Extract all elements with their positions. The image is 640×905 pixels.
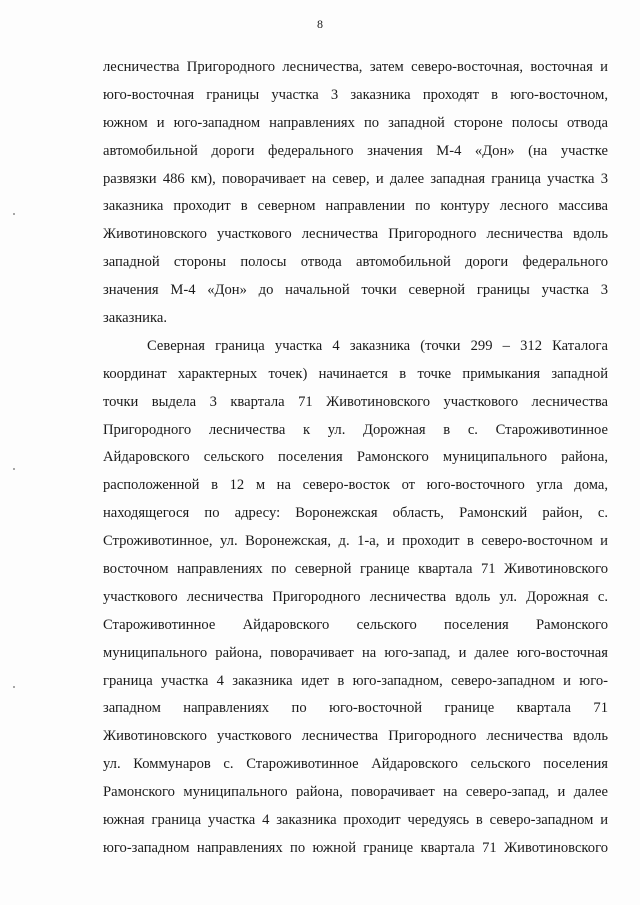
text-line: точки выдела 3 квартала 71 Животиновского участкового лесничества [103, 393, 608, 410]
text-line: западном направлениях по юго-восточной границе квартала 71 [103, 700, 608, 717]
text-line: заказника проходит в северном направлении по контуру лесного массива [103, 198, 608, 215]
text-line: Староживотинное Айдаровского сельского поселения Рамонского [103, 616, 608, 633]
text-line: западной стороны полосы отвода автомобильной дороги федерального [103, 254, 608, 271]
document-body [103, 54, 608, 863]
paragraph-1 [103, 54, 608, 333]
text-line: юго-восточная границы участка 3 заказника проходят в юго-восточном, [103, 86, 608, 103]
text-line: Животиновского участкового лесничества Пригородного лесничества вдоль [103, 728, 608, 745]
text-line: Рамонского муниципального района, поворачивает на северо-запад, и далее [103, 784, 608, 801]
text-line: Животиновского участкового лесничества Пригородного лесничества вдоль [103, 226, 608, 243]
scan-speck [13, 686, 15, 688]
scan-speck [13, 468, 15, 470]
text-line: Айдаровского сельского поселения Рамонского муниципального района, [103, 449, 608, 466]
paragraph-2 [103, 333, 608, 863]
text-line: находящегося по адресу: Воронежская область, Рамонский район, с. [103, 505, 608, 522]
text-line: восточном направлениях по северной границе квартала 71 Животиновского [103, 561, 608, 578]
text-line: муниципального района, поворачивает на юго-запад, и далее юго-восточная [103, 644, 608, 661]
text-line: граница участка 4 заказника идет в юго-западном, северо-западном и юго- [103, 672, 608, 689]
text-line: координат характерных точек) начинается в точке примыкания западной [103, 365, 608, 382]
text-line: расположенной в 12 м на северо-восток от юго-восточного угла дома, [103, 477, 608, 494]
text-line: лесничества Пригородного лесничества, затем северо-восточная, восточная и [103, 59, 608, 75]
text-line: значения М-4 «Дон» до начальной точки северной границы участка 3 [103, 282, 608, 299]
text-line: ул. Коммунаров с. Староживотинное Айдаровского сельского поселения [103, 756, 608, 773]
text-line: юго-западном направлениях по южной границе квартала 71 Животиновского [103, 839, 608, 856]
text-line: автомобильной дороги федерального значения М-4 «Дон» (на участке [103, 142, 608, 159]
text-line: заказника. [103, 310, 167, 327]
text-line: южная граница участка 4 заказника проходит чередуясь в северо-западном и [103, 812, 608, 829]
text-line: Пригородного лесничества к ул. Дорожная в с. Староживотинное [103, 421, 608, 438]
page-number: 8 [317, 17, 323, 31]
text-line: Строживотинное, ул. Воронежская, д. 1-а, и проходит в северо-восточном и [103, 533, 608, 550]
text-line: участкового лесничества Пригородного лесничества вдоль ул. Дорожная с. [103, 588, 608, 605]
text-line: южном и юго-западном направлениях по западной стороне полосы отвода [103, 114, 608, 131]
text-line: Северная граница участка 4 заказника (точки 299 – 312 Каталога [147, 337, 608, 354]
text-line: развязки 486 км), поворачивает на север, и далее западная граница участка 3 [103, 170, 608, 187]
scan-speck [13, 213, 15, 215]
